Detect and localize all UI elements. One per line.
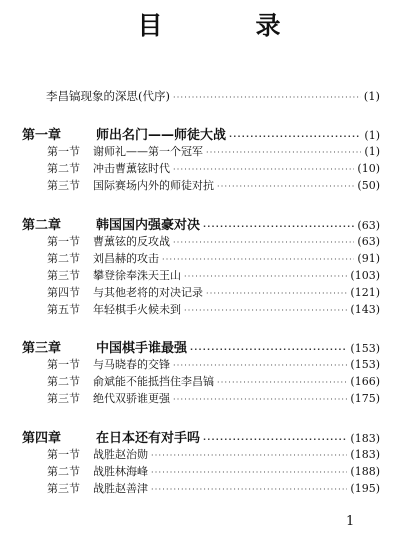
toc-section-2-5[interactable] (47, 301, 380, 317)
section-title: 曹薰铉的反攻战 (93, 235, 170, 248)
toc-preface[interactable] (46, 88, 380, 104)
section-title: 攀登徐奉洙天王山 (93, 269, 181, 282)
section-title: 冲击曹薰铉时代 (93, 162, 170, 175)
toc-section-3-1[interactable] (47, 356, 380, 372)
chapter-title: 中国棋手谁最强 (96, 341, 188, 356)
section-page: (91) (357, 252, 380, 265)
chapter-label: 第三章 (22, 341, 62, 356)
leader-dots (184, 272, 347, 281)
section-title: 战胜林海峰 (93, 465, 148, 478)
section-page: (1) (364, 145, 380, 158)
section-page: (50) (357, 179, 380, 192)
leader-dots (206, 289, 347, 298)
section-title: 谢师礼——第一个冠军 (93, 145, 203, 158)
section-label: 第一节 (47, 235, 80, 248)
toc-chapter-3[interactable] (22, 337, 380, 356)
section-title: 与其他老将的对决记录 (93, 286, 203, 299)
toc-section-3-2[interactable] (47, 373, 380, 389)
leader-dots (173, 238, 354, 247)
chapter-label: 第一章 (22, 128, 62, 143)
section-title: 战胜赵善津 (93, 482, 148, 495)
chapter-label: 第四章 (22, 431, 62, 446)
section-title: 刘昌赫的攻击 (93, 252, 159, 265)
leader-dots (206, 148, 361, 157)
section-page: (166) (350, 375, 380, 388)
toc-chapter-2[interactable] (22, 214, 380, 233)
leader-dots (173, 93, 361, 102)
toc-title: 目 录 (137, 11, 315, 40)
toc-section-2-4[interactable] (47, 284, 380, 300)
section-label: 第三节 (47, 179, 80, 192)
section-title: 俞斌能不能抵挡住李昌镐 (93, 375, 214, 388)
toc-section-4-1[interactable] (47, 446, 380, 462)
toc-chapter-1[interactable] (22, 124, 380, 143)
leader-dots (184, 306, 347, 315)
toc-section-4-3[interactable] (47, 480, 380, 496)
leader-dots (217, 182, 354, 191)
toc-section-3-3[interactable] (47, 390, 380, 406)
toc-section-1-2[interactable] (47, 160, 380, 176)
section-label: 第一节 (47, 358, 80, 371)
section-page: (143) (350, 303, 380, 316)
toc-section-1-1[interactable] (47, 143, 380, 159)
leader-dots (162, 255, 354, 264)
preface-title: 李昌镐现象的深思(代序) (46, 89, 170, 103)
leader-dots (203, 435, 347, 444)
section-label: 第四节 (47, 286, 80, 299)
section-title: 年轻棋手火候未到 (93, 303, 181, 316)
leader-dots (203, 222, 354, 231)
section-label: 第三节 (47, 392, 80, 405)
section-page: (183) (350, 448, 380, 461)
chapter-page: (63) (357, 219, 380, 232)
chapter-page: (183) (350, 432, 380, 445)
toc-section-2-2[interactable] (47, 250, 380, 266)
section-page: (188) (350, 465, 380, 478)
section-label: 第一节 (47, 145, 80, 158)
chapter-title: 师出名门——师徒大战 (96, 128, 227, 143)
section-page: (121) (350, 286, 380, 299)
section-label: 第二节 (47, 252, 80, 265)
leader-dots (190, 345, 347, 354)
toc-chapter-4[interactable] (22, 427, 380, 446)
section-page: (153) (350, 358, 380, 371)
section-label: 第五节 (47, 303, 80, 316)
leader-dots (151, 468, 347, 477)
toc-section-1-3[interactable] (47, 177, 380, 193)
preface-page: (1) (363, 89, 380, 103)
toc-section-2-3[interactable] (47, 267, 380, 283)
leader-dots (173, 395, 347, 404)
section-title: 与马晓春的交锋 (93, 358, 170, 371)
section-label: 第三节 (47, 269, 80, 282)
section-title: 绝代双骄谁更强 (93, 392, 170, 405)
chapter-page: (1) (364, 129, 380, 142)
section-title: 战胜赵治勋 (93, 448, 148, 461)
chapter-title: 韩国国内强豪对决 (96, 218, 201, 233)
section-title: 国际赛场内外的师徒对抗 (93, 179, 214, 192)
page-number: 1 (346, 514, 355, 529)
leader-dots (173, 165, 354, 174)
section-label: 第三节 (47, 482, 80, 495)
section-page: (195) (350, 482, 380, 495)
section-page: (175) (350, 392, 380, 405)
section-label: 第二节 (47, 162, 80, 175)
chapter-page: (153) (350, 342, 380, 355)
section-page: (63) (357, 235, 380, 248)
leader-dots (151, 451, 347, 460)
section-label: 第二节 (47, 465, 80, 478)
section-page: (103) (350, 269, 380, 282)
toc-section-2-1[interactable] (47, 233, 380, 249)
toc-section-4-2[interactable] (47, 463, 380, 479)
leader-dots (217, 378, 347, 387)
chapter-label: 第二章 (22, 218, 62, 233)
leader-dots (229, 132, 361, 141)
section-label: 第二节 (47, 375, 80, 388)
section-label: 第一节 (47, 448, 80, 461)
leader-dots (173, 361, 347, 370)
section-page: (10) (357, 162, 380, 175)
chapter-title: 在日本还有对手吗 (96, 431, 201, 446)
leader-dots (151, 485, 347, 494)
